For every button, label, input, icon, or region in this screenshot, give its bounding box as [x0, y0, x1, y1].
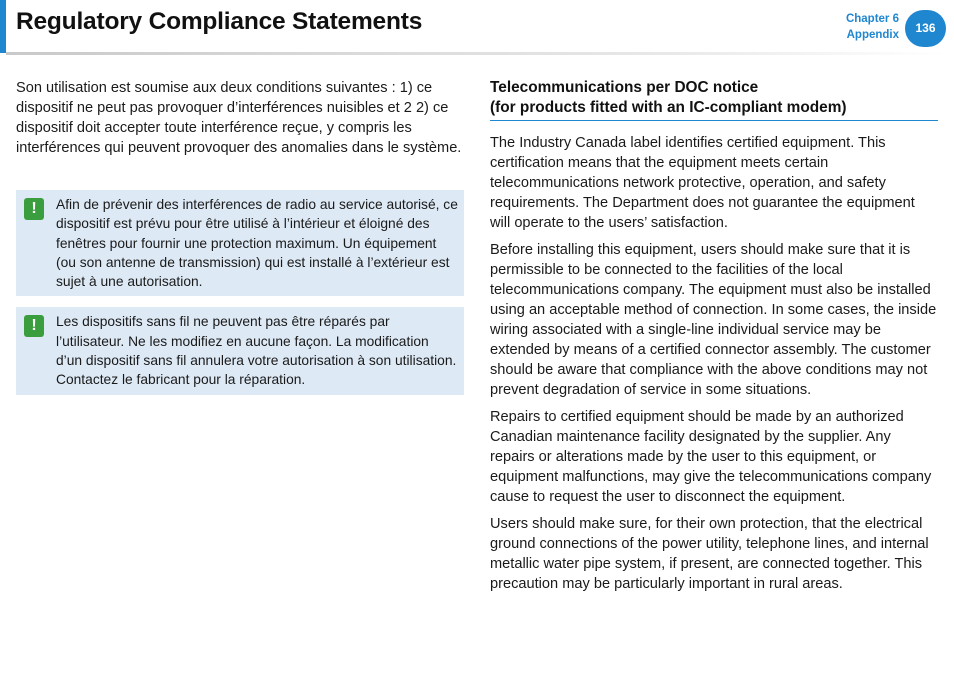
exclamation-icon: !: [24, 315, 44, 337]
header-accent-bar: [0, 0, 6, 53]
right-column: [490, 78, 938, 601]
chapter-info: [846, 11, 899, 43]
notice-text: Afin de prévenir des interférences de radio au service autorisé, ce dispositif est prévu pour être utilisé à l’intérieur et éloigné des fenêtres pour fournir une protection maximum. Un équipement (ou son antenne de transmission) qui est installé à l’extérieur est sujet à une autorisation.: [56, 197, 458, 290]
page-title: Regulatory Compliance Statements: [16, 8, 423, 35]
header-divider: [6, 52, 946, 55]
section-heading: [490, 78, 938, 121]
notice-box-radio-interference: [16, 190, 464, 296]
paragraph-ic-label: The Industry Canada label identifies certified equipment. This certification means that the equipment meets certain telecommunications network protective, operation, and safety requirements. The Department does not guarantee the equipment will operate to the users’ satisfaction.: [490, 135, 915, 231]
chapter-label: Chapter 6: [845, 13, 899, 25]
paragraph-repairs: Repairs to certified equipment should be made by an authorized Canadian maintenance facility designated by the supplier. Any repairs or alterations made by the user to this equipment, or equipment malfunctions, may give the telecommunications company cause to request the user to disconnect the equipment.: [490, 409, 932, 505]
left-column: [16, 78, 464, 395]
paragraph-grounding: Users should make sure, for their own protection, that the electrical ground connections of the power utility, telephone lines, and internal metallic water pipe system, if present, are connected together. This precaution may be particularly important in rural areas.: [490, 516, 929, 592]
page-number-badge: 136: [905, 10, 946, 47]
section-heading-line1: Telecommunications per DOC notice: [490, 79, 759, 96]
intro-paragraph: Son utilisation est soumise aux deux conditions suivantes : 1) ce dispositif ne peut pas provoquer d’interférences nuisibles et 2 2) ce dispositif doit accepter toute interférence reçue, y compris les interférences qui peuvent provoquer des anomalies dans le système.: [16, 80, 462, 156]
notice-box-wireless-repair: [16, 307, 464, 394]
section-label: Appendix: [846, 29, 899, 41]
section-heading-line2: (for products fitted with an IC-compliant modem): [490, 99, 847, 116]
paragraph-installation: Before installing this equipment, users should make sure that it is permissible to be connected to the facilities of the local telecommunications company. The equipment must also be installed using an acceptable method of connection. In some cases, the inside wiring associated with a single-line individual service may be extended by means of a certified connector assembly. The customer should be aware that compliance with the above conditions may not prevent degradation of service in some situations.: [490, 242, 937, 398]
exclamation-icon: !: [24, 198, 44, 220]
notice-text: Les dispositifs sans fil ne peuvent pas être réparés par l’utilisateur. Ne les modifiez en aucune façon. La modification d’un dispositif sans fil annulera votre autorisation à son utilisation. Contactez le fabricant pour la réparation.: [56, 314, 457, 388]
